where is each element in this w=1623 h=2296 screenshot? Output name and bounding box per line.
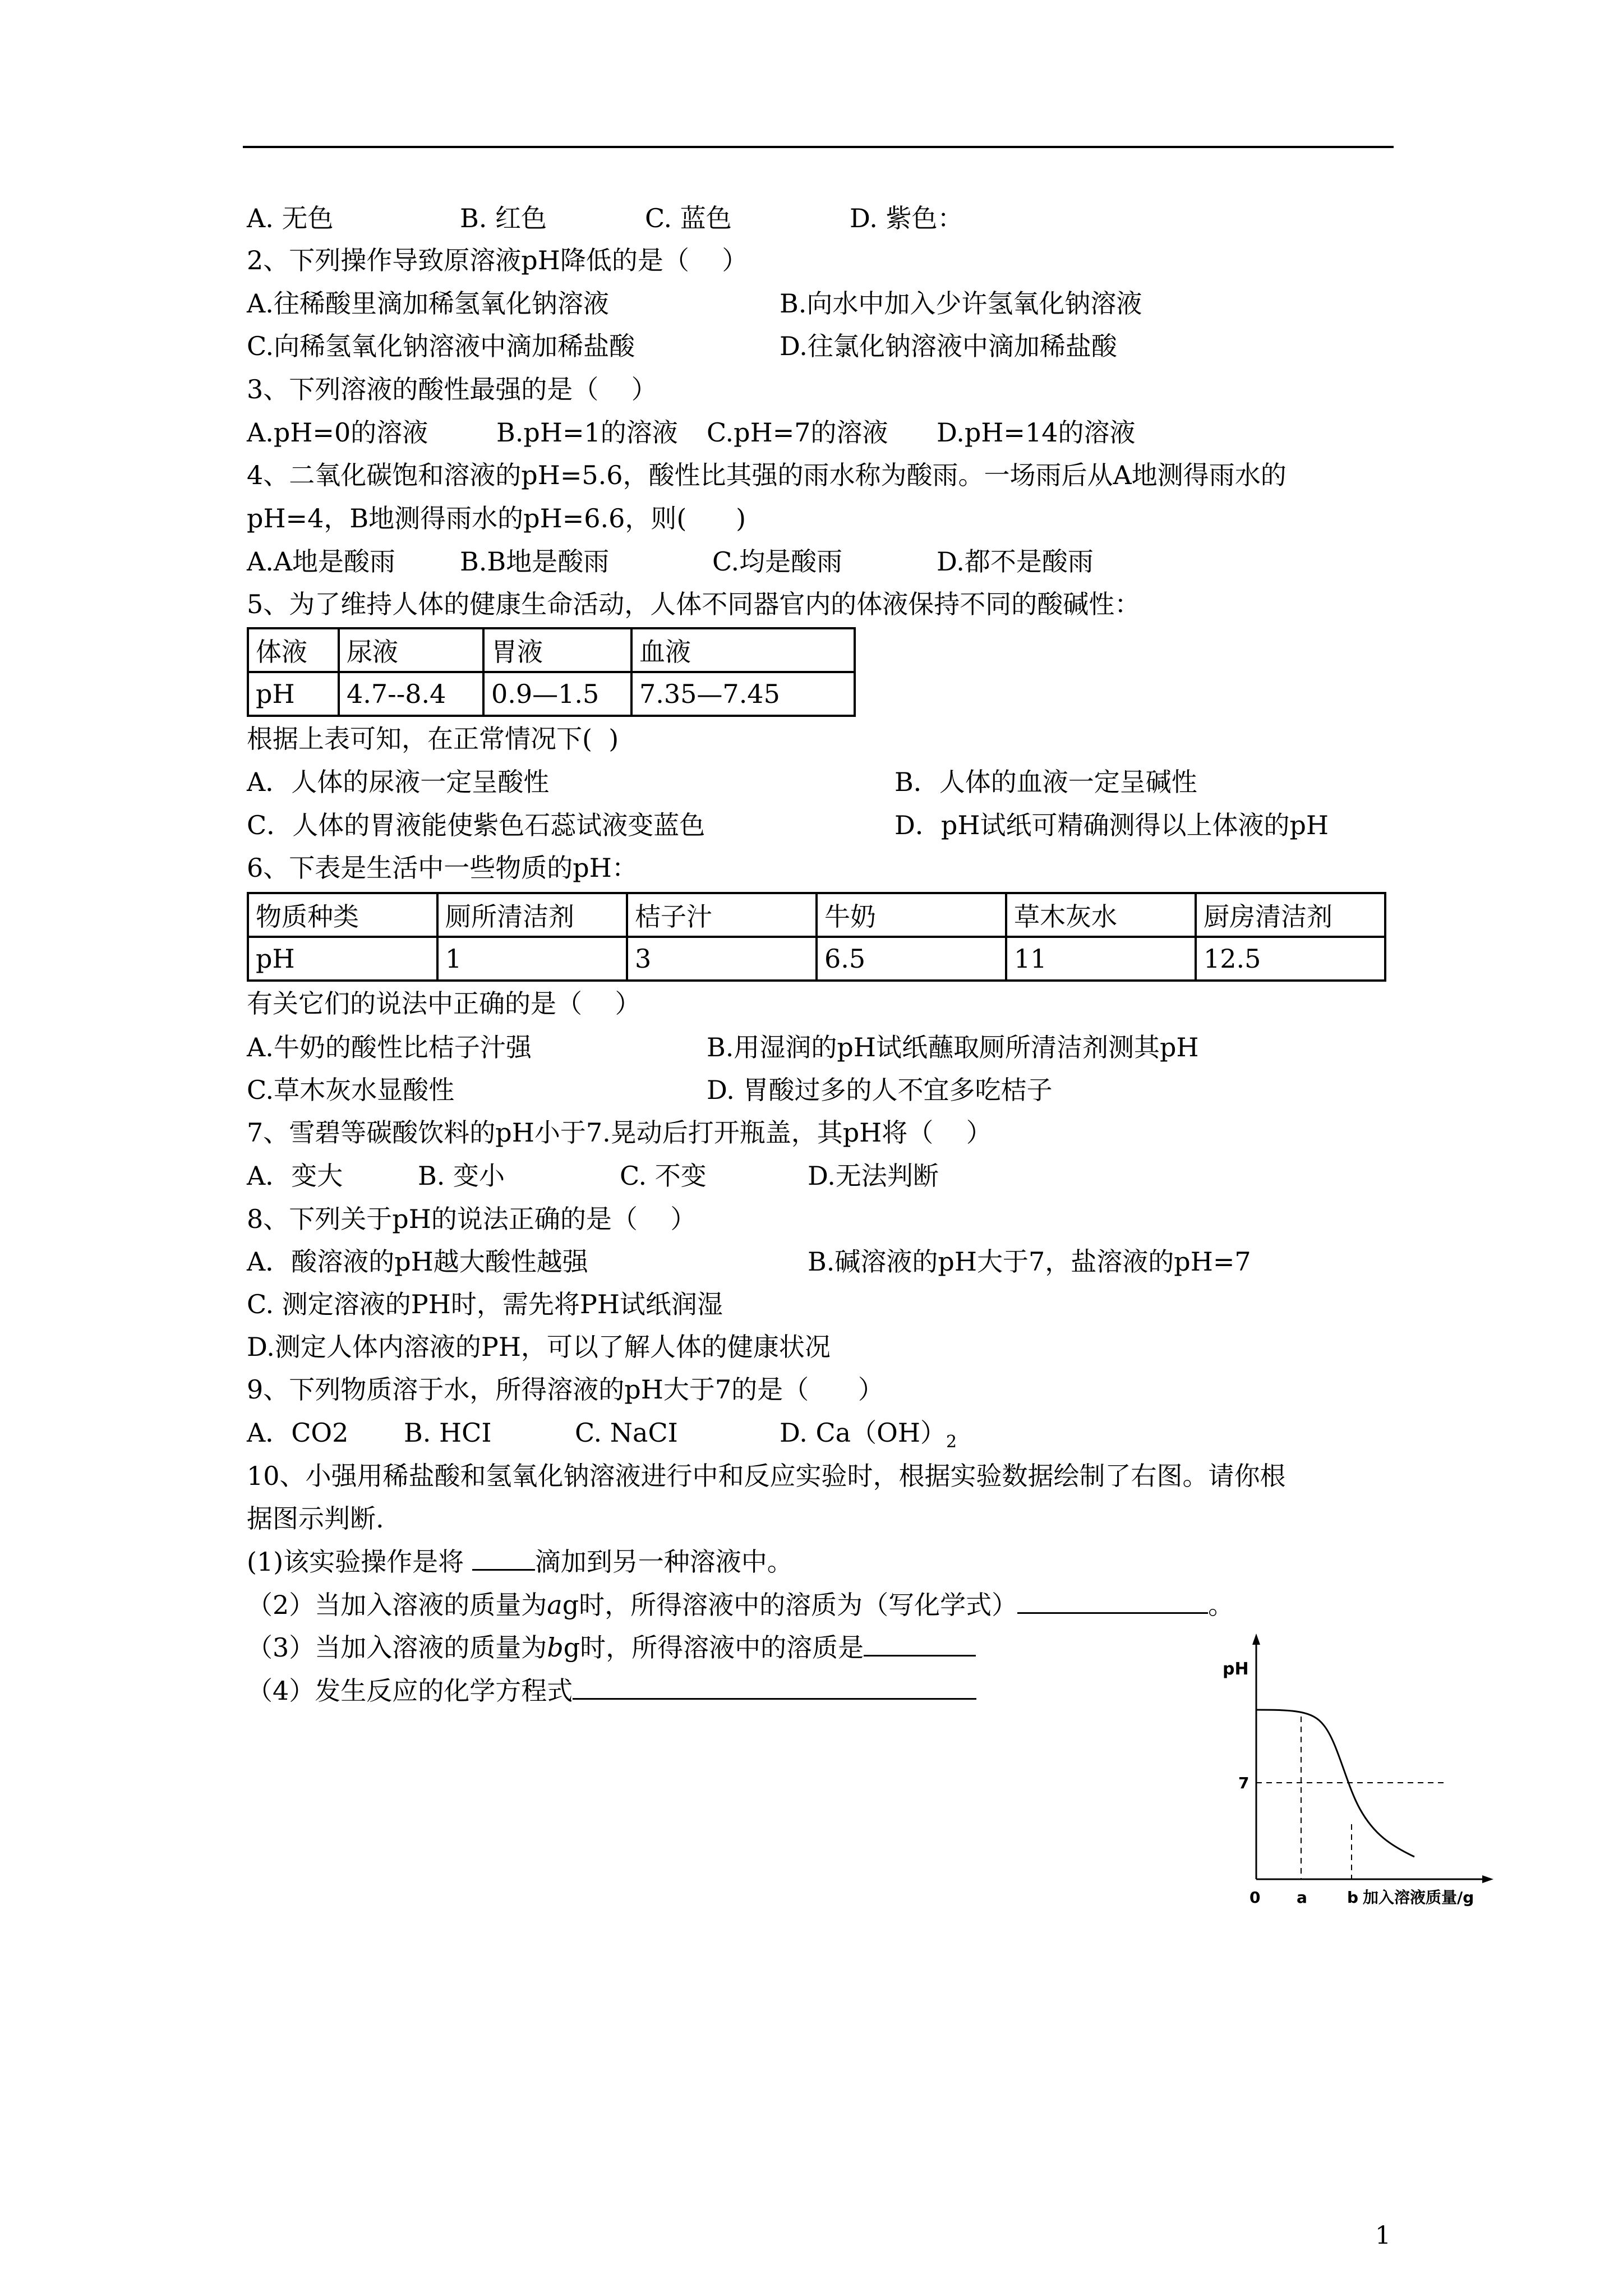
q8-option-c: C. 测定溶液的PH时，需先将PH试纸润湿 <box>247 1289 723 1319</box>
chart-ylabel: pH <box>1223 1659 1249 1679</box>
table-cell: 尿液 <box>339 628 483 672</box>
q9-stem: 9、下列物质溶于水，所得溶液的pH大于7的是（ ） <box>247 1374 884 1405</box>
q3-option-c: C.pH=7的溶液 <box>707 417 888 448</box>
table-cell: 12.5 <box>1196 937 1385 981</box>
q8-option-b: B.碱溶液的pH大于7，盐溶液的pH=7 <box>808 1246 1251 1277</box>
table-cell: 7.35—7.45 <box>631 672 855 716</box>
answer-blank-4[interactable] <box>573 1676 976 1700</box>
q1-option-c: C. 蓝色 <box>645 203 732 233</box>
q10-part1-text: (1)该实验操作是将 <box>247 1547 472 1577</box>
header-rule <box>243 146 1394 148</box>
q10-part2-text-mid: g时，所得溶液中的溶质为（写化学式） <box>562 1590 1018 1620</box>
q10-part2 <box>247 1589 1234 1621</box>
q2-stem: 2、下列操作导致原溶液pH降低的是（ ） <box>247 245 748 275</box>
q6-option-c: C.草木灰水显酸性 <box>247 1075 455 1105</box>
q9-option-b: B. HCI <box>404 1418 492 1448</box>
q6-option-b: B.用湿润的pH试纸蘸取厕所清洁剂测其pH <box>707 1032 1199 1062</box>
q6-stem: 6、下表是生活中一些物质的pH： <box>247 853 638 883</box>
table-cell: 血液 <box>631 628 855 672</box>
table-cell: 厨房清洁剂 <box>1196 893 1385 937</box>
q1-option-d: D. 紫色： <box>850 203 963 233</box>
q10-part1 <box>247 1545 793 1578</box>
q9-subscript: 2 <box>946 1432 957 1452</box>
q10-part3-var: b <box>547 1632 564 1663</box>
q8-option-d: D.测定人体内溶液的PH，可以了解人体的健康状况 <box>247 1332 831 1362</box>
q10-part1-text-end: 滴加到另一种溶液中。 <box>534 1547 793 1577</box>
q10-part2-text: （2）当加入溶液的质量为 <box>247 1590 547 1620</box>
q2-option-b: B.向水中加入少许氢氧化钠溶液 <box>780 288 1142 319</box>
chart-xlabel: 加入溶液质量/g <box>1363 1888 1474 1907</box>
q5-stem: 5、为了维持人体的健康生命活动，人体不同器官内的体液保持不同的酸碱性： <box>247 589 1141 619</box>
q1-option-b: B. 红色 <box>460 203 547 233</box>
q2-option-a: A.往稀酸里滴加稀氢氧化钠溶液 <box>247 288 609 319</box>
table-cell: 11 <box>1006 937 1196 981</box>
table-cell: 牛奶 <box>817 893 1006 937</box>
q10-stem-line1: 10、小强用稀盐酸和氢氧化钠溶液进行中和反应实验时，根据实验数据绘制了右图。请你根 <box>247 1461 1286 1491</box>
table-cell: 6.5 <box>817 937 1006 981</box>
q1-option-a: A. 无色 <box>247 203 334 233</box>
q4-option-c: C.均是酸雨 <box>712 546 843 577</box>
q2-option-d: D.往氯化钠溶液中滴加稀盐酸 <box>780 331 1117 361</box>
q3-option-d: D.pH=14的溶液 <box>937 417 1136 448</box>
table-cell: pH <box>248 937 437 981</box>
answer-blank-1[interactable] <box>472 1547 535 1571</box>
q9-option-d <box>780 1416 957 1458</box>
q9-option-d-text: D. Ca（OH） <box>780 1418 946 1448</box>
ph-chart <box>1211 1621 1514 1924</box>
q9-option-c: C. NaCI <box>575 1418 678 1448</box>
q6-option-d: D. 胃酸过多的人不宜多吃桔子 <box>707 1075 1053 1105</box>
q3-option-b: B.pH=1的溶液 <box>496 417 678 448</box>
table-cell: 体液 <box>248 628 339 672</box>
table-row <box>248 937 1385 981</box>
answer-blank-3[interactable] <box>864 1632 976 1657</box>
q5-option-c: C．人体的胃液能使紫色石蕊试液变蓝色 <box>247 810 706 840</box>
chart-y-arrow <box>1252 1634 1260 1645</box>
chart-xtick-0: 0 <box>1249 1888 1261 1907</box>
q4-option-d: D.都不是酸雨 <box>937 546 1094 577</box>
q5-table <box>247 627 856 717</box>
table-cell: 草木灰水 <box>1006 893 1196 937</box>
table-cell: pH <box>248 672 339 716</box>
table-cell: 4.7--8.4 <box>339 672 483 716</box>
q7-stem: 7、雪碧等碳酸饮料的pH小于7.晃动后打开瓶盖，其pH将（ ） <box>247 1117 992 1148</box>
table-cell: 0.9—1.5 <box>483 672 631 716</box>
q6-table <box>247 892 1386 982</box>
q3-option-a: A.pH=0的溶液 <box>247 417 428 448</box>
q9-option-a: A．CO2 <box>247 1418 349 1448</box>
q5-stem2: 根据上表可知，在正常情况下( ) <box>247 724 619 754</box>
table-row <box>248 628 855 672</box>
table-cell: 胃液 <box>483 628 631 672</box>
q3-stem: 3、下列溶液的酸性最强的是（ ） <box>247 374 657 404</box>
q4-option-b: B.B地是酸雨 <box>460 546 610 577</box>
q5-option-a: A．人体的尿液一定呈酸性 <box>247 767 550 797</box>
q10-stem-line2: 据图示判断. <box>247 1503 384 1534</box>
q8-stem: 8、下列关于pH的说法正确的是（ ） <box>247 1204 697 1234</box>
table-cell: 物质种类 <box>248 893 437 937</box>
q6-option-a: A.牛奶的酸性比桔子汁强 <box>247 1032 532 1062</box>
q10-part2-var: a <box>547 1590 562 1620</box>
q6-stem2: 有关它们的说法中正确的是（ ） <box>247 988 641 1019</box>
q7-option-a: A．变大 <box>247 1161 343 1191</box>
table-cell: 厕所清洁剂 <box>437 893 627 937</box>
table-row <box>248 672 855 716</box>
table-cell: 1 <box>437 937 627 981</box>
q10-part3-text: （3）当加入溶液的质量为 <box>247 1632 547 1663</box>
chart-ytick-7: 7 <box>1238 1774 1249 1792</box>
q5-option-b: B．人体的血液一定呈碱性 <box>895 767 1197 797</box>
q7-option-b: B. 变小 <box>418 1161 505 1191</box>
table-cell: 3 <box>627 937 817 981</box>
q2-option-c: C.向稀氢氧化钠溶液中滴加稀盐酸 <box>247 331 635 361</box>
q10-part4 <box>247 1674 976 1707</box>
q7-option-d: D.无法判断 <box>808 1161 939 1191</box>
q4-option-a: A.A地是酸雨 <box>247 546 396 577</box>
q10-part2-text-end: 。 <box>1208 1590 1234 1620</box>
q4-stem-line2: pH=4，B地测得雨水的pH=6.6，则( ) <box>247 503 746 533</box>
page-number: 1 <box>1375 2221 1391 2250</box>
chart-xtick-a: a <box>1297 1888 1307 1907</box>
q4-stem-line1: 4、二氧化碳饱和溶液的pH=5.6，酸性比其强的雨水称为酸雨。一场雨后从A地测得雨水的 <box>247 460 1287 490</box>
chart-xtick-b: b <box>1347 1888 1359 1907</box>
chart-x-arrow <box>1482 1875 1493 1883</box>
answer-blank-2[interactable] <box>1017 1590 1208 1614</box>
table-row <box>248 893 1385 937</box>
q8-option-a: A．酸溶液的pH越大酸性越强 <box>247 1246 588 1277</box>
q10-part3-text-mid: g时，所得溶液中的溶质是 <box>563 1632 864 1663</box>
q5-option-d: D．pH试纸可精确测得以上体液的pH <box>895 810 1329 840</box>
q7-option-c: C. 不变 <box>620 1161 707 1191</box>
q10-part4-text: （4）发生反应的化学方程式 <box>247 1676 573 1706</box>
table-cell: 桔子汁 <box>627 893 817 937</box>
q10-part3 <box>247 1631 976 1664</box>
